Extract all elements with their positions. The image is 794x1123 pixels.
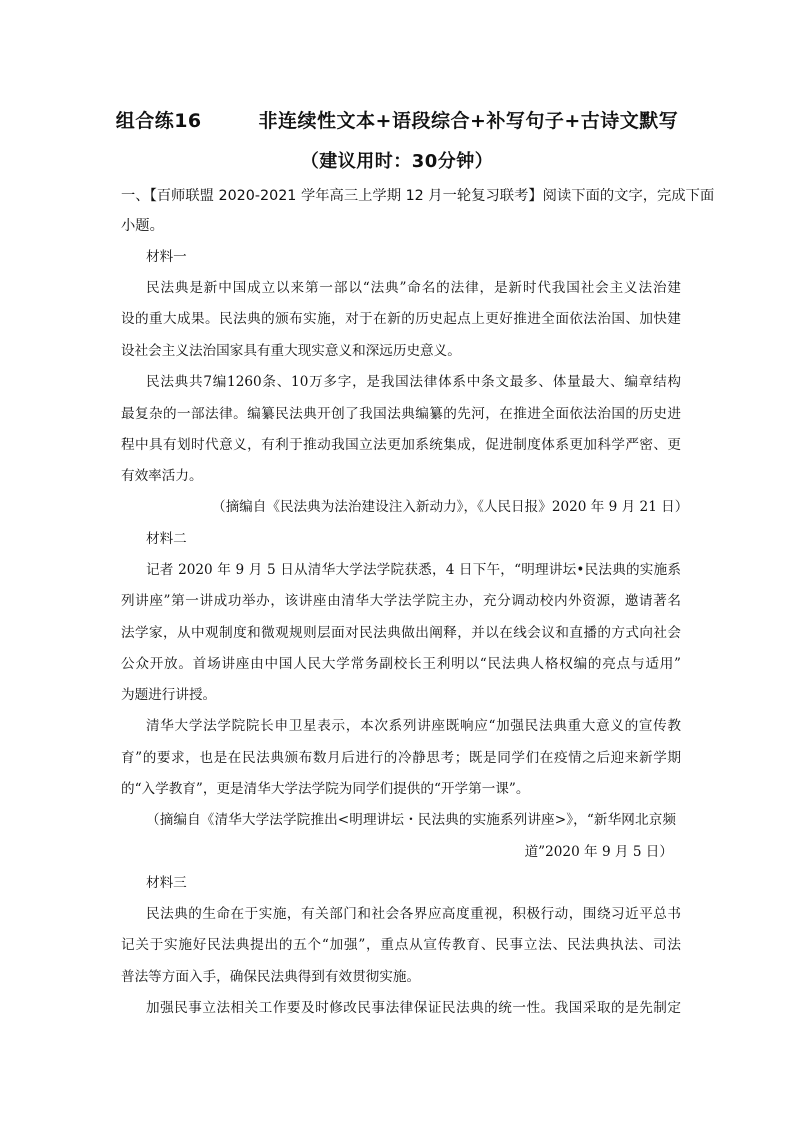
material-2-source: （摘编自《清华大学法学院推出<明理讲坛・民法典的实施系列讲座>》，“新华网北京频 [146, 812, 676, 828]
page-title: 组合练16 非连续性文本+语段综合+补写句子+古诗文默写 [115, 110, 679, 132]
material-1-paragraph-line: 设社会主义法治国家具有重大现实意义和深远历史意义。 [121, 343, 461, 359]
material-1-paragraph-line: 民法典是新中国成立以来第一部以“法典”命名的法律，是新时代我国社会主义法治建 [146, 280, 681, 296]
material-1-paragraph-line: 程中具有划时代意义，有利于推动我国立法更加系统集成，促进制度体系更加科学严密、更 [121, 437, 681, 453]
material-2-paragraph-line: 列讲座”第一讲成功举办，该讲座由清华大学法学院主办，充分调动校内外资源，邀请著名 [121, 593, 681, 609]
material-3-paragraph-line: 民法典的生命在于实施，有关部门和社会各界应高度重视，积极行动，围绕习近平总书 [146, 906, 681, 922]
material-2-paragraph-line: 法学家，从中观制度和微观规则层面对民法典做出阐释，并以在线会议和直播的方式向社会 [121, 625, 681, 641]
material-2-paragraph-line: 公众开放。首场讲座由中国人民大学常务副校长王利明以“民法典人格权编的亮点与适用” [121, 656, 681, 672]
material-3-paragraph-line: 加强民事立法相关工作要及时修改民事法律保证民法典的统一性。我国采取的是先制定 [146, 1000, 681, 1016]
material-3-paragraph-line: 记关于实施好民法典提出的五个“加强”，重点从宣传教育、民事立法、民法典执法、司法 [121, 937, 681, 953]
material-1-heading: 材料一 [146, 249, 187, 265]
material-1-paragraph-line: 设的重大成果。民法典的颁布实施，对于在新的历史起点上更好推进全面依法治国、加快建 [121, 311, 681, 327]
question-prompt-line-1: 一、【百师联盟 2020-2021 学年高三上学期 12 月一轮复习联考】阅读下面的文字，完成下面 [121, 188, 715, 204]
time-suggestion: （建议用时：30分钟） [300, 151, 494, 172]
material-2-paragraph-line: 记者 2020 年 9 月 5 日从清华大学法学院获悉，4 日下午，“明理讲坛•民法典的实施系 [146, 562, 681, 578]
material-2-paragraph-line: 育”的要求，也是在民法典颁布数月后进行的冷静思考；既是同学们在疫情之后迎来新学期 [121, 750, 681, 766]
material-1-paragraph-line: 最复杂的一部法律。编纂民法典开创了我国法典编纂的先河，在推进全面依法治国的历史进 [121, 406, 681, 422]
material-1-paragraph-line: 民法典共7编1260条、10万多字，是我国法律体系中条文最多、体量最大、编章结构 [146, 374, 681, 390]
material-2-source: 道”2020 年 9 月 5 日） [524, 844, 673, 860]
material-2-paragraph-line: 的“入学教育”，更是清华大学法学院为同学们提供的“开学第一课”。 [121, 781, 530, 797]
material-2-heading: 材料二 [146, 531, 187, 547]
material-3-paragraph-line: 普法等方面入手，确保民法典得到有效贯彻实施。 [121, 969, 421, 985]
question-prompt-line-2: 小题。 [121, 218, 164, 234]
material-3-heading: 材料三 [146, 875, 187, 891]
material-2-paragraph-line: 清华大学法学院院长申卫星表示，本次系列讲座既响应“加强民法典重大意义的宣传教 [146, 718, 681, 734]
material-1-paragraph-line: 有效率活力。 [121, 468, 203, 484]
material-1-source: （摘编自《民法典为法治建设注入新动力》，《人民日报》2020 年 9 月 21 日） [212, 499, 689, 515]
material-2-paragraph-line: 为题进行讲授。 [121, 687, 217, 703]
